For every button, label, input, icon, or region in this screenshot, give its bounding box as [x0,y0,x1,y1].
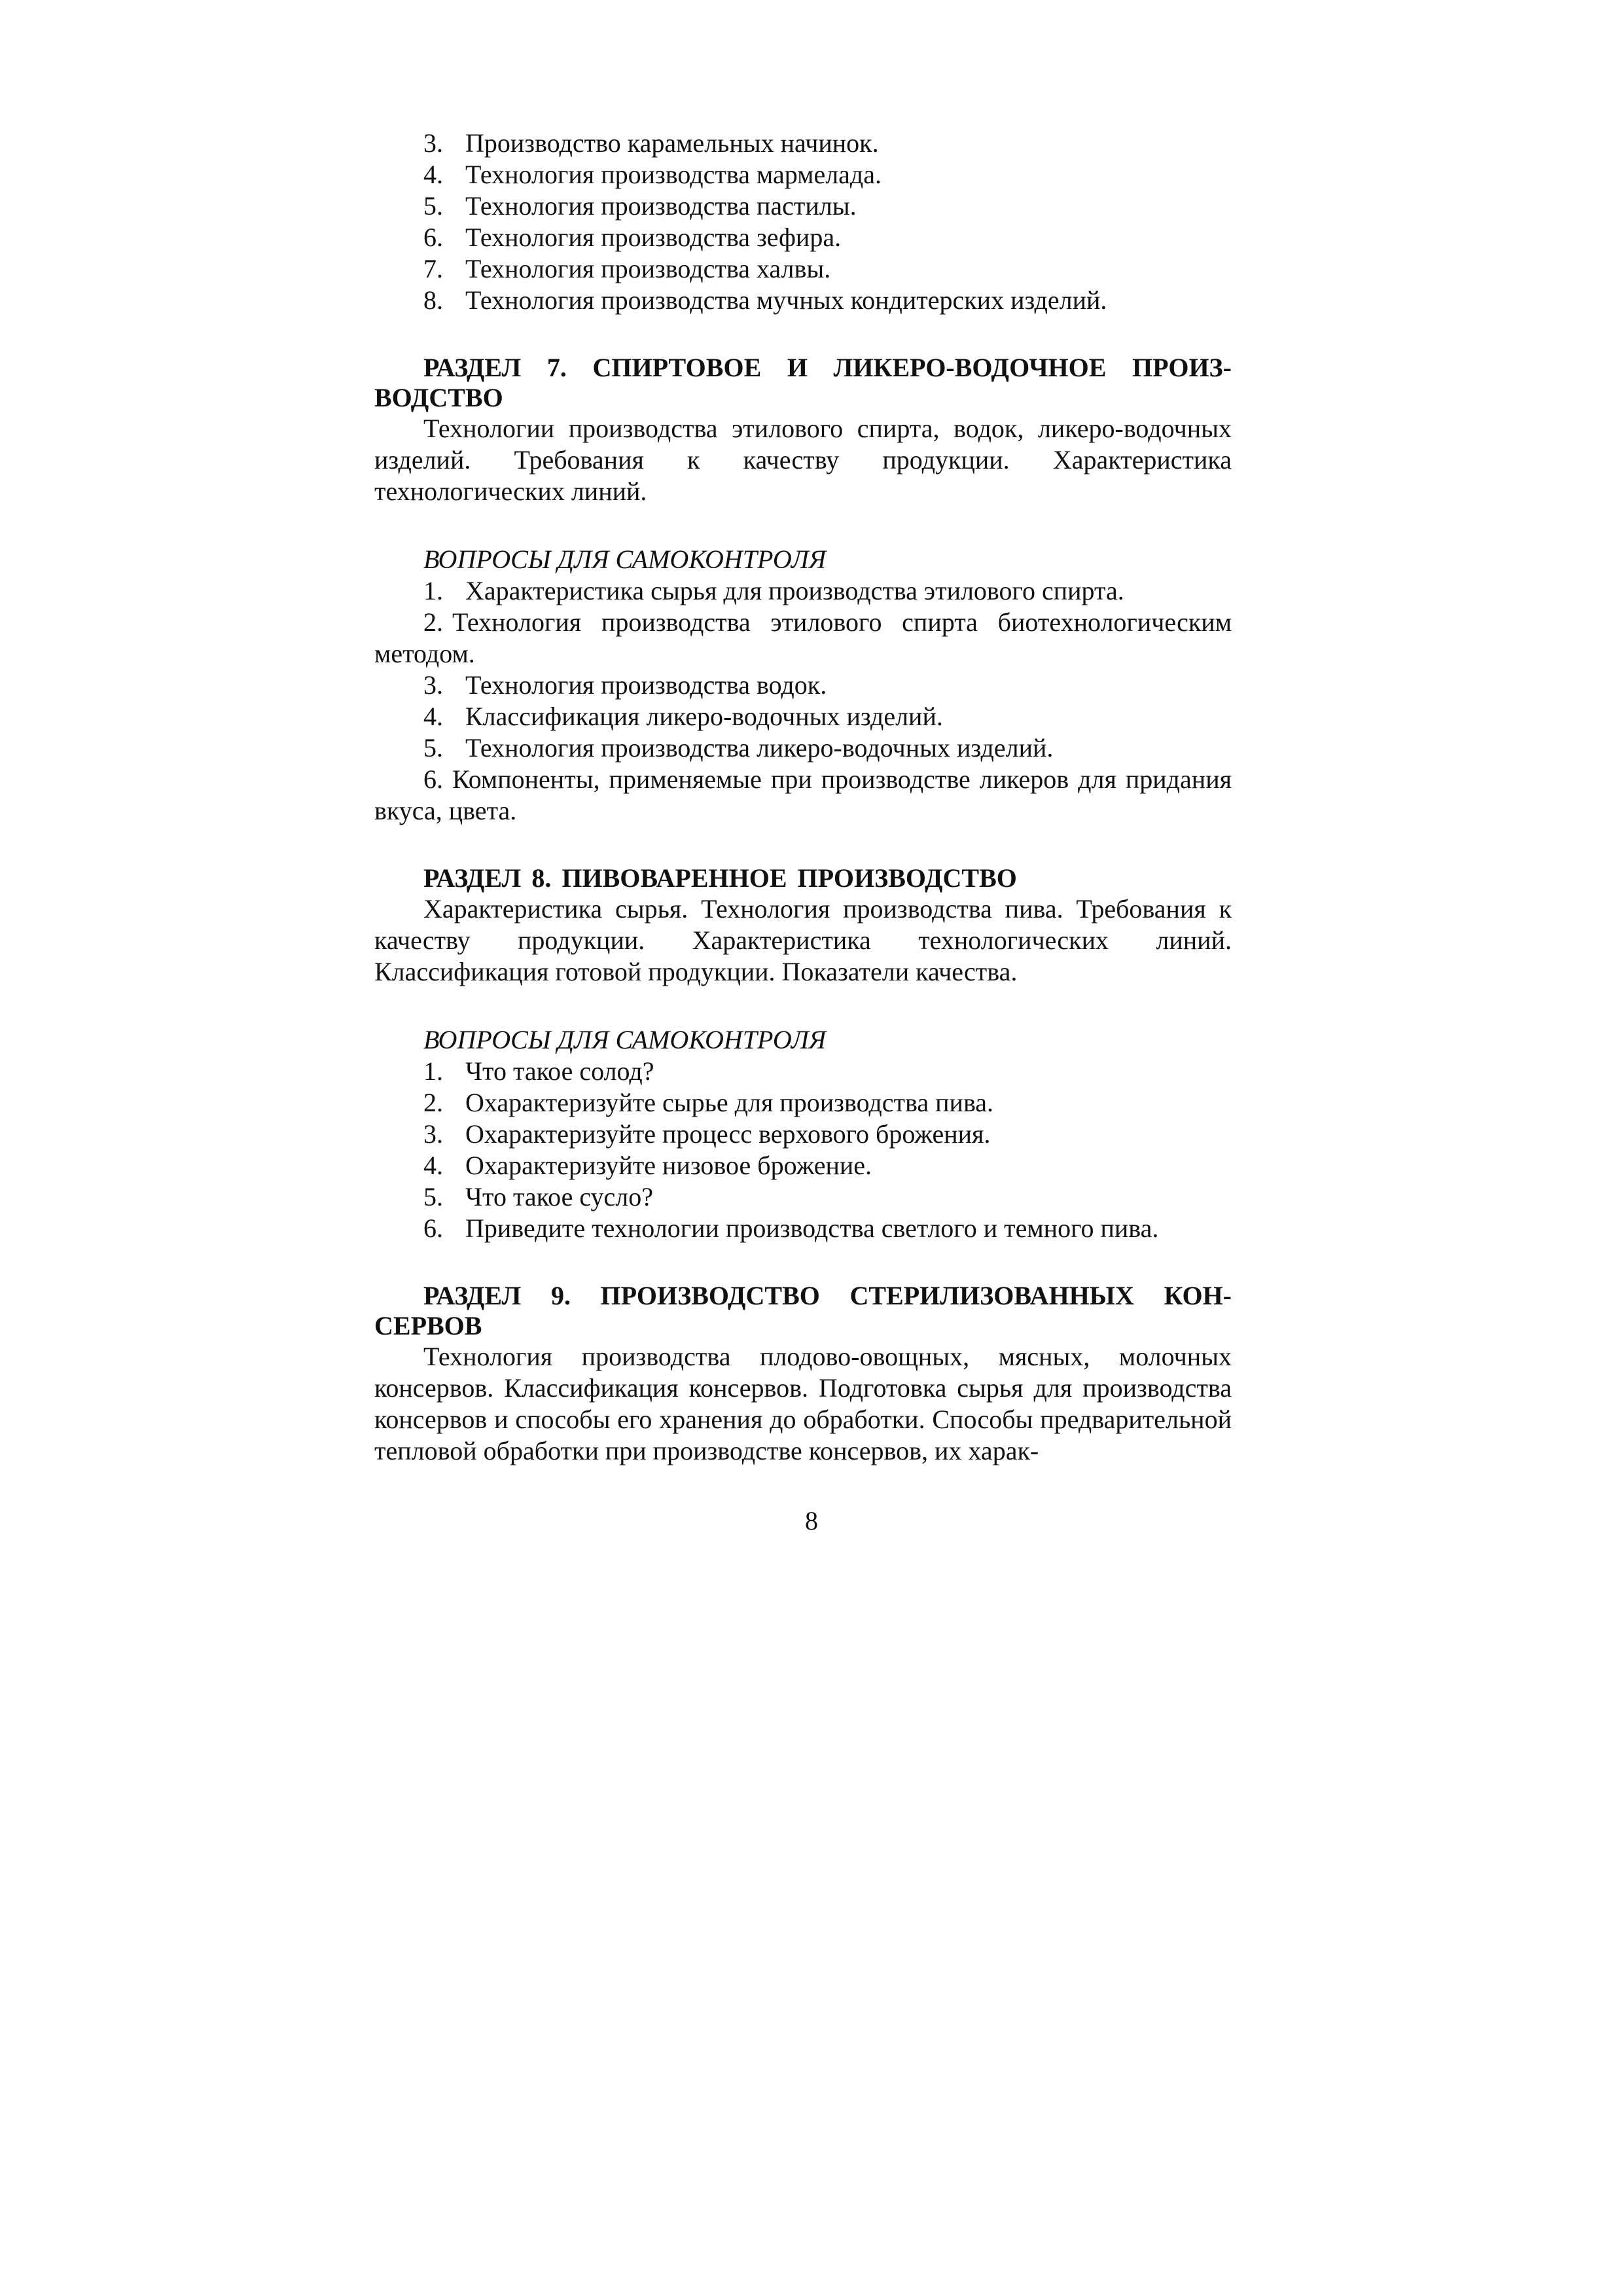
question-number: 1. [423,576,443,605]
section-heading: РАЗДЕЛ 8. ПИВОВАРЕННОЕ ПРОИЗВОДСТВО [423,863,1017,893]
question-text: Охарактеризуйте сырье для производства пива. [465,1088,994,1117]
list-item [374,190,1232,222]
question-item [374,764,1232,827]
question-item [374,1119,1232,1150]
page-number: 8 [805,1506,818,1535]
question-number: 2. [423,607,443,637]
section-body: Технологии производства этилового спирта, водок, ликеро-водочных изделий. Требования к качеству продукции. Характеристика технологических линий. [374,414,1232,506]
list-item [374,159,1232,190]
question-item [374,1056,1232,1087]
question-item [374,607,1232,670]
question-text: Что такое солод? [465,1056,654,1086]
list-item-text: Технология производства пастилы. [465,191,857,221]
question-item [374,575,1232,607]
question-number: 5. [423,733,443,762]
section-body: Характеристика сырья. Технология производства пива. Требования к качеству продукции. Характеристика технологических линий. Классификация готовой продукции. Показатели качества. [374,894,1232,986]
document-page [374,128,1232,1467]
question-text: Охарактеризуйте процесс верхового брожения. [465,1119,991,1149]
list-item-text: Технология производства мучных кондитерских изделий. [465,285,1107,315]
list-item-text: Производство карамельных начинок. [465,128,879,158]
list-item [374,128,1232,159]
question-number: 6. [423,1213,443,1243]
list-item-text: Технология производства мармелада. [465,160,882,189]
questions-heading: ВОПРОСЫ ДЛЯ САМОКОНТРОЛЯ [423,1025,827,1054]
question-item [374,732,1232,764]
question-number: 2. [423,1088,443,1117]
question-item [374,1150,1232,1181]
list-item-text: Технология производства зефира. [465,223,842,252]
question-text: Характеристика сырья для производства этилового спирта. [465,576,1124,605]
question-number: 5. [423,1182,443,1211]
question-text: Классификация ликеро-водочных изделий. [465,702,943,731]
question-number: 3. [423,1119,443,1149]
question-item [374,1213,1232,1244]
list-item [374,253,1232,285]
section-9 [374,1281,1232,1467]
section-7 [374,353,1232,827]
question-number: 1. [423,1056,443,1086]
section-heading: РАЗДЕЛ 7. СПИРТОВОЕ И ЛИКЕРО-ВОДОЧНОЕ ПРОИЗ-ВОДСТВО [374,353,1232,412]
section-8 [374,863,1232,1244]
question-text: Компоненты, применяемые при производстве ликеров для придания вкуса, цвета. [374,764,1232,825]
list-item-text: Технология производства халвы. [465,254,831,283]
question-item [374,1181,1232,1213]
top-list [374,128,1232,316]
question-number: 4. [423,1151,443,1180]
list-item-number: 6. [423,223,443,252]
question-item [374,1087,1232,1119]
question-item [374,701,1232,732]
list-item-number: 8. [423,285,443,315]
question-text: Охарактеризуйте низовое брожение. [465,1151,872,1180]
list-item-number: 7. [423,254,443,283]
question-text: Технология производства этилового спирта биотехнологическим методом. [374,607,1232,668]
question-text: Приведите технологии производства светлого и темного пива. [465,1213,1159,1243]
question-text: Что такое сусло? [465,1182,654,1211]
question-number: 3. [423,670,443,700]
question-number: 4. [423,702,443,731]
list-item-number: 3. [423,128,443,158]
section-body: Технология производства плодово-овощных, мясных, молочных консервов. Классификация консервов. Подготовка сырья для производства консервов и способы его хранения до обработки. Способы предварительной тепловой обработки при производстве консервов, их харак- [374,1342,1232,1465]
section-heading: РАЗДЕЛ 9. ПРОИЗВОДСТВО СТЕРИЛИЗОВАННЫХ КОН-СЕРВОВ [374,1281,1232,1340]
list-item-number: 5. [423,191,443,221]
question-text: Технология производства ликеро-водочных изделий. [465,733,1054,762]
list-item [374,285,1232,316]
question-text: Технология производства водок. [465,670,827,700]
question-number: 6. [423,764,443,794]
question-item [374,670,1232,701]
questions-heading: ВОПРОСЫ ДЛЯ САМОКОНТРОЛЯ [423,545,827,574]
list-item-number: 4. [423,160,443,189]
list-item [374,222,1232,253]
